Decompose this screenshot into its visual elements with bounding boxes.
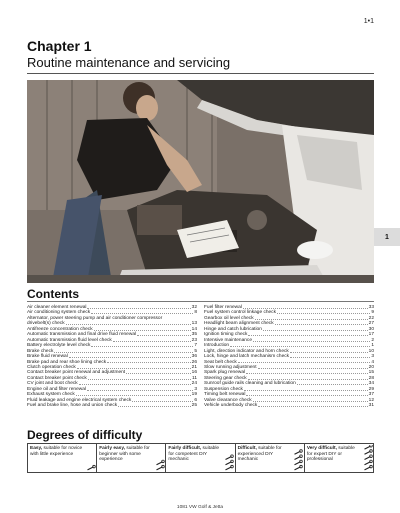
contents-leader-dots [77, 365, 191, 369]
contents-entry-label: Spark plug renewal [204, 370, 246, 376]
contents-leader-dots [107, 360, 190, 364]
contents-leader-dots [297, 381, 368, 385]
contents-entry-page: 2 [371, 337, 374, 343]
contents-entry-page: 17 [368, 332, 374, 338]
spanner-icon [85, 444, 96, 472]
difficulty-description [97, 444, 154, 472]
contents-entry-page: 28 [368, 375, 374, 381]
contents-leader-dots [91, 343, 193, 347]
contents-entry-page: 24 [191, 381, 197, 387]
contents-entry-page: 7 [194, 343, 197, 349]
contents-entry-label: Brake pad and rear shoe lining check [27, 359, 107, 365]
contents-leader-dots [253, 338, 370, 342]
contents-entry-page: 21 [191, 364, 197, 370]
contents-entry-page: 32 [191, 305, 197, 310]
chapter-photo [27, 80, 374, 283]
contents-leader-dots [54, 349, 193, 353]
spanner-icon [226, 460, 234, 465]
contents-entry-label: Automatic transmission fluid level check [27, 337, 112, 343]
difficulty-level [305, 444, 373, 472]
contents-entry-label: Lock, hinge and latch mechanism check [204, 354, 290, 360]
contents-entry-page: 1 [371, 343, 374, 349]
difficulty-heading: Degrees of difficulty [27, 428, 143, 442]
page-number: 1•1 [363, 18, 374, 25]
contents-leader-dots [87, 305, 190, 309]
contents-entry-label: Clutch operation check [27, 364, 76, 370]
chapter-title: Chapter 1 [27, 38, 92, 54]
contents-entry-label: Suspension check [204, 386, 243, 392]
difficulty-level [97, 444, 166, 472]
contents-entry-label: Introduction [204, 343, 230, 349]
contents-entry-page: 9 [371, 310, 374, 316]
contents-entry-label: Automatic transmission and final drive fluid renewal [27, 332, 137, 338]
contents-entry-page: 29 [368, 386, 374, 392]
chapter-tab: 1 [374, 228, 400, 246]
contents-entry-page: 25 [191, 403, 197, 409]
contents-leader-dots [137, 332, 191, 336]
contents-leader-dots [244, 387, 368, 391]
contents-entry-label: Engine oil and filter renewal [27, 386, 86, 392]
contents-entry-label: Slow running adjustment [204, 364, 257, 370]
difficulty-level [236, 444, 305, 472]
contents-entry-page: 15 [368, 370, 374, 376]
contents-leader-dots [94, 327, 191, 331]
contents-entry-page: 30 [368, 326, 374, 332]
contents-leader-dots [126, 370, 191, 374]
contents-entry-label: drivebelt(s) check [27, 321, 65, 327]
contents-leader-dots [118, 403, 191, 407]
difficulty-level-text: suitable for experienced DIY mechanic [237, 446, 282, 463]
contents-leader-dots [230, 343, 370, 347]
contents-divider [27, 301, 374, 302]
contents-entry-label: Sunroof guide rails cleaning and lubrication [204, 381, 296, 387]
contents-entry-page: 14 [191, 326, 197, 332]
contents-leader-dots [246, 370, 368, 374]
spanner-icon [154, 444, 165, 472]
contents-entry-page: 26 [191, 359, 197, 365]
contents-entry-page: 35 [191, 332, 197, 338]
chapter-subtitle: Routine maintenance and servicing [27, 55, 231, 70]
difficulty-scale [27, 443, 374, 473]
spanner-icon [295, 465, 303, 470]
contents-entry-page: 37 [368, 392, 374, 398]
contents-leader-dots [258, 403, 367, 407]
contents-entry-page: 36 [191, 354, 197, 360]
contents-entry-label: Ignition timing check [204, 332, 248, 338]
contents-leader-dots [88, 376, 191, 380]
contents-entry-page: 3 [371, 354, 374, 360]
difficulty-level-text: suitable for competent DIY mechanic [168, 446, 220, 463]
contents-entry-label: Seat belt check [204, 359, 237, 365]
spanner-icon [156, 460, 164, 465]
contents-leader-dots [253, 398, 368, 402]
contents-entry-label: Hinge and catch lubrication [204, 326, 262, 332]
difficulty-description [166, 444, 223, 472]
contents-entry-page: 23 [191, 337, 197, 343]
contents-entry-page: 33 [368, 305, 374, 310]
difficulty-description [28, 444, 85, 472]
contents-entry-page: 3 [194, 386, 197, 392]
spanner-icon [364, 445, 372, 449]
contents-entry-page: 12 [368, 397, 374, 403]
difficulty-level [166, 444, 235, 472]
difficulty-level-name: Fairly difficult, [168, 446, 202, 451]
contents-leader-dots [290, 354, 370, 358]
contents-list-right [204, 305, 374, 409]
contents-entry-label: Fuel and brake line, hose and union check [27, 403, 118, 409]
contents-entry-label: Steering gear check [204, 375, 247, 381]
contents-entry-label: Alternator, power steering pump and air conditioner compressor [27, 315, 163, 321]
contents-leader-dots [248, 376, 368, 380]
contents-leader-dots [258, 365, 368, 369]
contents-leader-dots [248, 332, 367, 336]
contents-entry-page: 16 [191, 370, 197, 376]
contents-entry-page: 34 [368, 381, 374, 387]
spanner-icon [87, 465, 95, 470]
spanner-icon [295, 460, 303, 465]
contents-leader-dots [243, 305, 368, 309]
mechanic-engine-photo [27, 80, 374, 283]
spanner-icon [293, 444, 304, 472]
contents-list-left [27, 305, 197, 409]
difficulty-description [236, 444, 293, 472]
contents-leader-dots [277, 310, 370, 314]
contents-entry-page: 27 [368, 321, 374, 327]
contents-entry-label: Timing belt renewal [204, 392, 246, 398]
spanner-icon [362, 444, 373, 472]
difficulty-level-name: Very difficult, [306, 446, 337, 451]
contents-entry-page: 31 [368, 403, 374, 409]
contents-entry-label: Brake fluid renewal [27, 354, 68, 360]
contents-leader-dots [255, 316, 368, 320]
spanner-icon [226, 465, 234, 470]
contents-leader-dots [76, 392, 191, 396]
contents-entry [204, 403, 374, 408]
difficulty-level-name: Difficult, [237, 446, 257, 451]
title-divider [27, 73, 374, 74]
contents-entry-label: Light, direction indicator and horn check [204, 348, 289, 354]
spanner-icon [226, 455, 234, 460]
difficulty-level-text: suitable for expert DIY or professional [306, 446, 355, 463]
contents-entry-page: 10 [368, 348, 374, 354]
contents-leader-dots [87, 387, 193, 391]
contents-entry-label: Fuel filter renewal [204, 305, 242, 310]
contents-leader-dots [91, 310, 193, 314]
contents-leader-dots [69, 354, 191, 358]
contents-leader-dots [66, 321, 191, 325]
difficulty-level-name: Fairly easy, [99, 446, 125, 451]
contents-entry-label: Exhaust system check [27, 392, 75, 398]
contents-leader-dots [263, 327, 368, 331]
contents-entry-label: Antifreeze concentration check [27, 326, 93, 332]
contents-leader-dots [246, 392, 367, 396]
difficulty-level-text: suitable for beginner with some experience [99, 446, 150, 463]
contents-entry [27, 403, 197, 408]
contents-entry-page: 20 [368, 364, 374, 370]
contents-entry-page: 19 [191, 392, 197, 398]
spanner-icon [224, 444, 235, 472]
contents-entry-page: 11 [192, 375, 197, 381]
contents-entry-label: Brake check [27, 348, 54, 354]
spanner-icon [156, 465, 164, 470]
difficulty-level [28, 444, 97, 472]
difficulty-level-text: suitable for novice with little experience [30, 446, 83, 457]
contents-leader-dots [132, 398, 193, 402]
contents-entry-page: 8 [194, 310, 197, 316]
contents-entry-label: CV joint and boot check [27, 381, 78, 387]
contents-leader-dots [238, 360, 371, 364]
spanner-icon [364, 450, 372, 455]
contents-entry-page: 22 [368, 315, 374, 321]
contents-entry-label: Contact breaker point check [27, 375, 87, 381]
contents-entry-label: Valve clearance check [204, 397, 252, 403]
contents-leader-dots [275, 321, 368, 325]
difficulty-level-name: Easy, [30, 446, 43, 451]
spanner-icon [295, 450, 303, 455]
contents-heading: Contents [27, 287, 79, 301]
contents-entry-label: Vehicle underbody check [204, 403, 258, 409]
spanner-icon [364, 460, 372, 465]
contents-entry-page: 5 [194, 348, 197, 354]
contents-entry-label: Headlight beam alignment check [204, 321, 274, 327]
contents-entry-label: Fuel system control linkage check [204, 310, 276, 316]
contents-entry-page: 13 [191, 321, 197, 327]
contents-entry-label: Contact breaker point renewal and adjustment [27, 370, 126, 376]
contents-entry-label: Gearbox oil level check [204, 315, 254, 321]
contents-entry-label: Air conditioning system check [27, 310, 91, 316]
contents-entry-label: Battery electrolyte level check [27, 343, 91, 349]
contents-entry-page: 6 [194, 397, 197, 403]
difficulty-description [305, 444, 362, 472]
spanner-icon [364, 455, 372, 460]
contents-leader-dots [113, 338, 191, 342]
contents-leader-dots [290, 349, 368, 353]
contents-leader-dots [79, 381, 191, 385]
contents-entry-page: 4 [371, 359, 374, 365]
spanner-icon [364, 465, 372, 470]
contents-entry-label: Air cleaner element renewal [27, 305, 87, 310]
contents-entry-label: Intensive maintenance [204, 337, 252, 343]
contents-entry-label: Fluid leakage and engine electrical system check [27, 397, 132, 403]
page-footer: 1081 VW Golf & Jetta [176, 505, 224, 510]
spanner-icon [295, 455, 303, 460]
